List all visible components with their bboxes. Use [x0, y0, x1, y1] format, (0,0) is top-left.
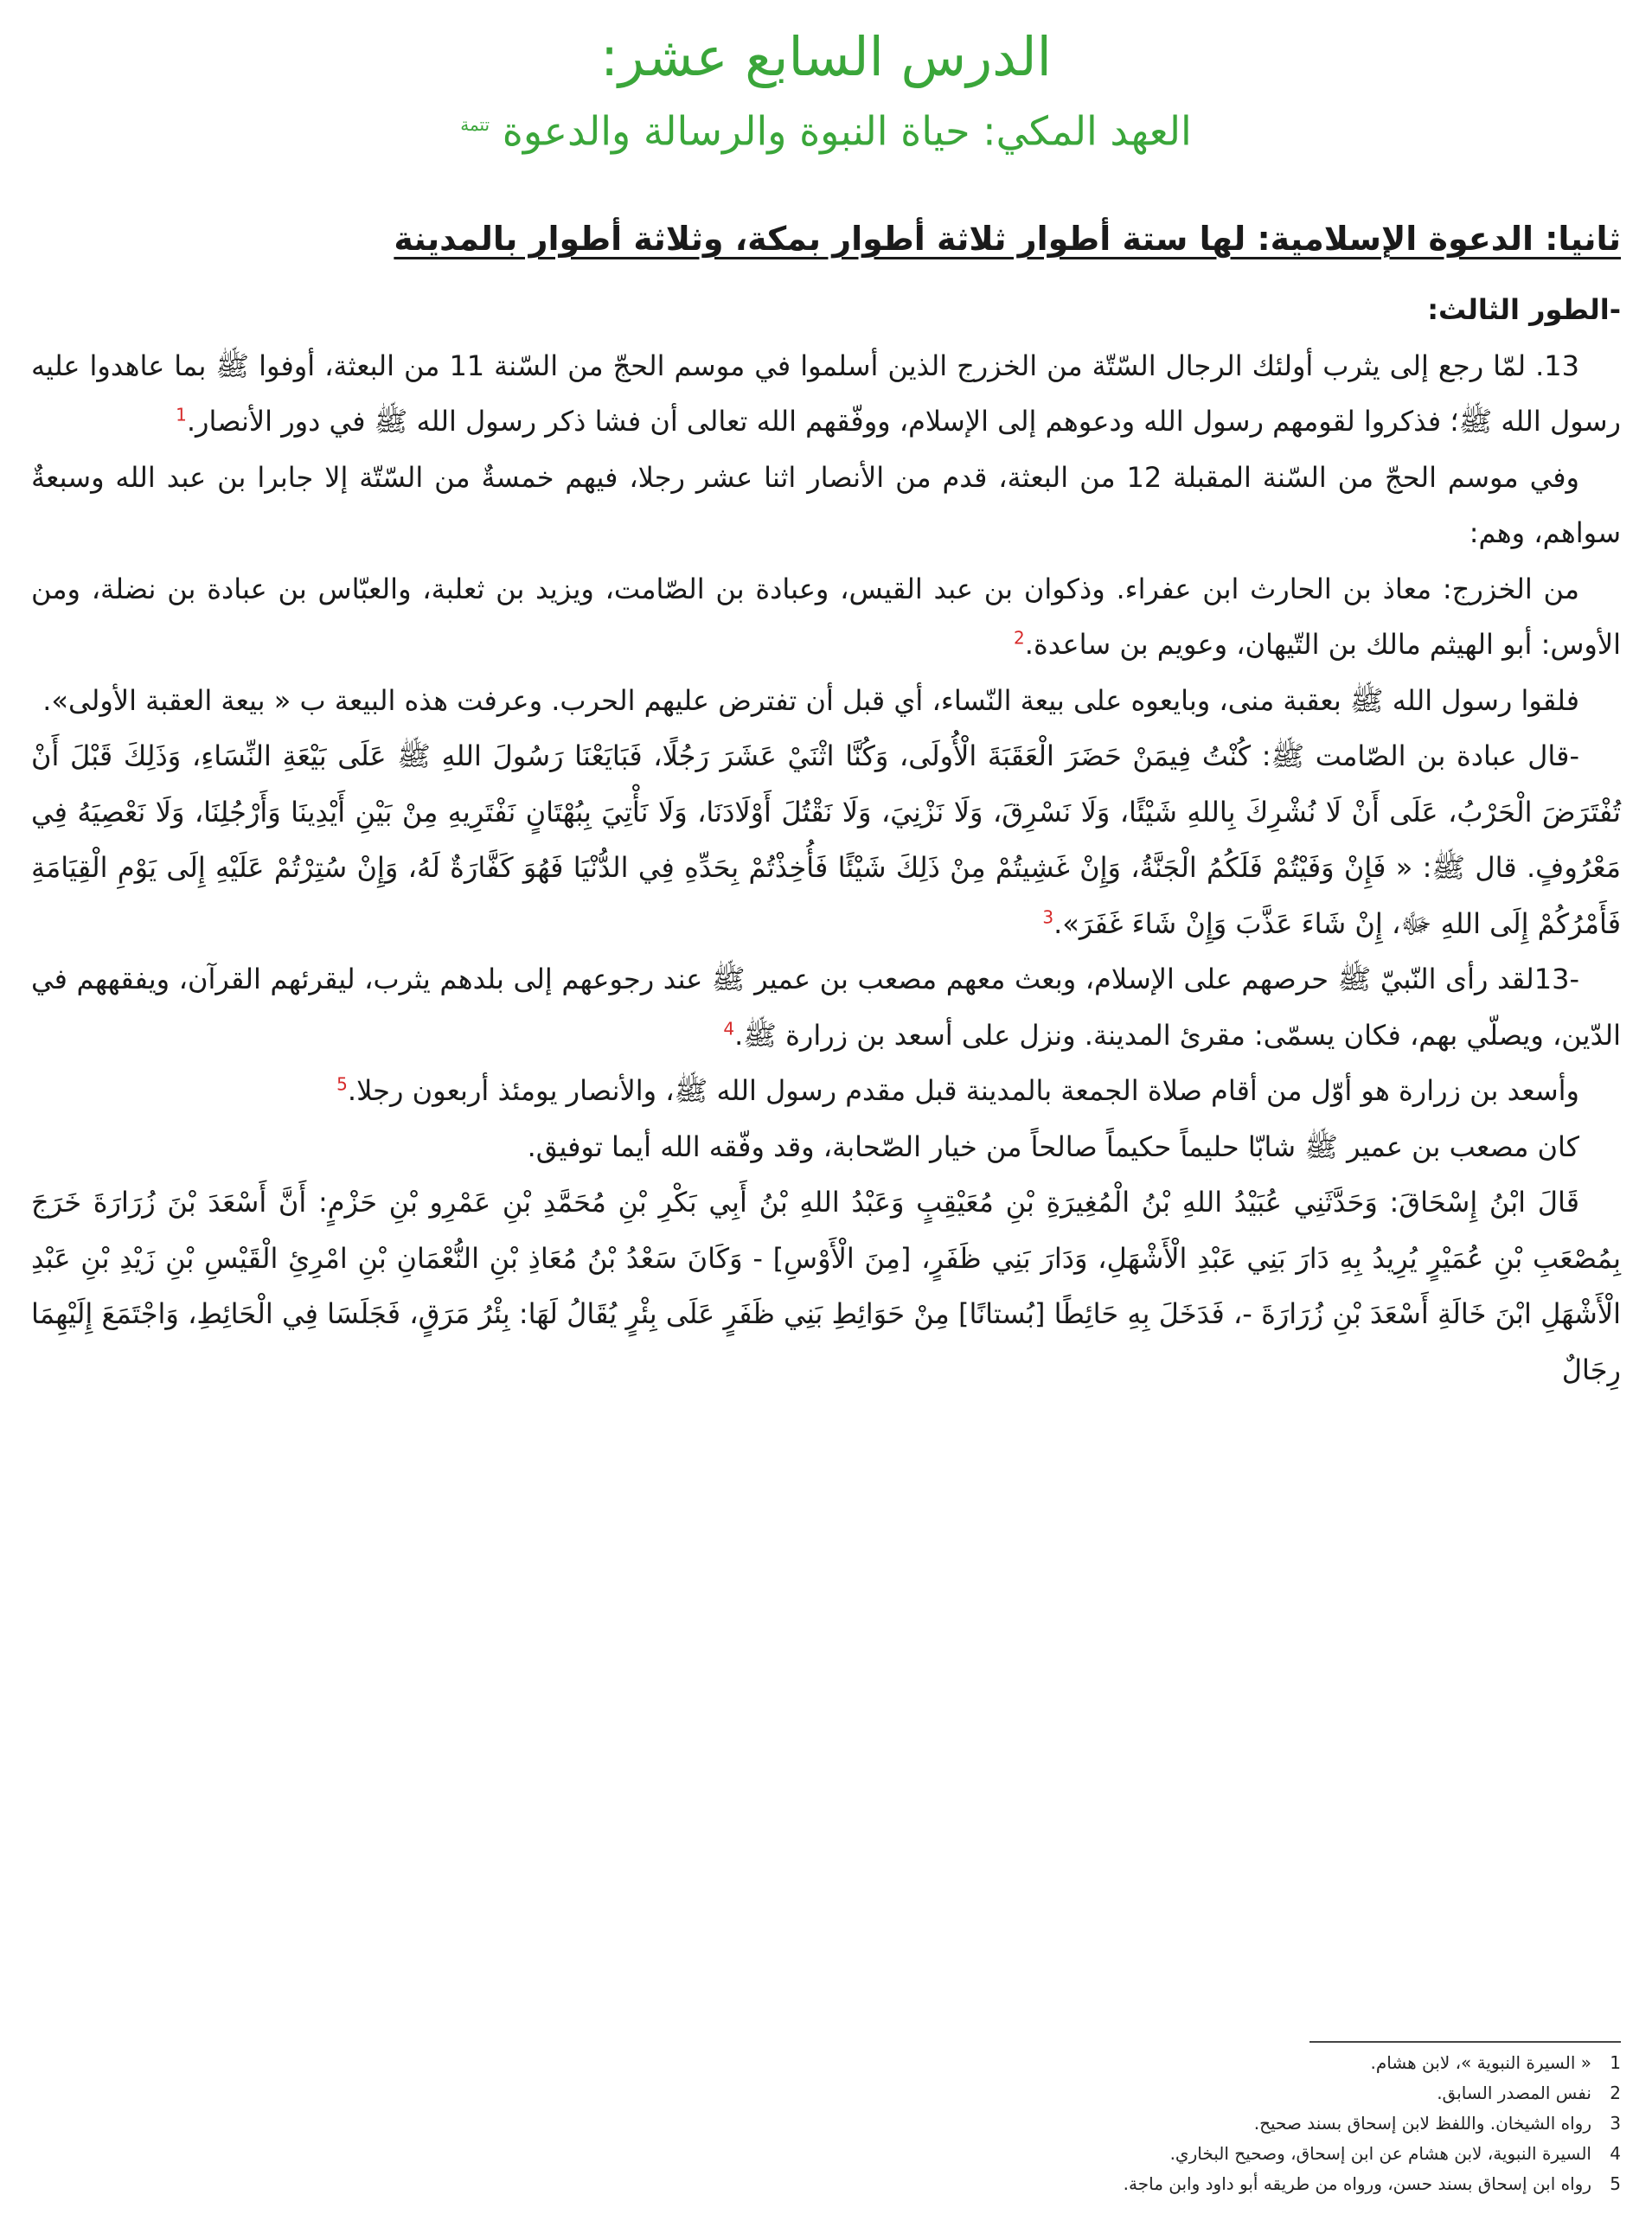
footnote-number: 5 — [1610, 2173, 1621, 2194]
paragraph-text: -13لقد رأى النّبيّ ﷺ حرصهم على الإسلام، وبعث معهم مصعب بن عمير ﷺ عند رجوعهم إلى بلدهم يثرب، ليقرئهم القرآن، ويفقههم في الدّين، ويصلّي بهم، فكان يسمّى: مقرئ المدينة. ونزل على أسعد بن زرارة ﷺ. — [31, 963, 1621, 1052]
subtitle-text: العهد المكي: حياة النبوة والرسالة والدعوة — [502, 107, 1192, 155]
footnote-number: 3 — [1610, 2113, 1621, 2134]
footnote-marker[interactable]: 5 — [336, 1073, 348, 1095]
paragraph-text: من الخزرج: معاذ بن الحارث ابن عفراء. وذكوان بن عبد القيس، وعبادة بن الصّامت، ويزيد بن ثعلبة، والعبّاس بن عبادة بن نضلة، ومن الأوس: أبو الهيثم مالك بن التّيهان، وعويم بن ساعدة. — [31, 572, 1621, 661]
lesson-body — [31, 282, 1621, 1398]
footnote-text: رواه الشيخان. واللفظ لابن إسحاق بسند صحيح. — [1253, 2113, 1591, 2134]
lesson-title: الدرس السابع عشر: — [600, 25, 1052, 88]
paragraph — [31, 673, 1621, 729]
footnote-item — [31, 2169, 1621, 2199]
footnote-number: 4 — [1610, 2143, 1621, 2164]
footnote-text: السيرة النبوية، لابن هشام عن ابن إسحاق، وصحيح البخاري. — [1169, 2143, 1591, 2164]
stage-subheading: -الطور الثالث: — [1427, 293, 1621, 326]
paragraph — [31, 561, 1621, 673]
footnote-text: « السيرة النبوية »، لابن هشام. — [1370, 2052, 1591, 2073]
paragraph-text: قَالَ ابْنُ إِسْحَاقَ: وَحَدَّثَنِي عُبَيْدُ اللهِ بْنُ الْمُغِيرَةِ بْنِ مُعَيْقِبٍ وَعَبْدُ اللهِ بْنُ أَبِي بَكْرِ بْنِ مُحَمَّدِ بْنِ عَمْرِو بْنِ حَزْمٍ: أَنَّ أَسْعَدَ بْنَ زُرَارَةَ خَرَجَ بِمُصْعَبِ بْنِ عُمَيْرٍ يُرِيدُ بِهِ دَارَ بَنِي عَبْدِ الْأَشْهَلِ، وَدَارَ بَنِي ظَفَرٍ، [مِنَ الْأَوْسِ] - وَكَانَ سَعْدُ بْنُ مُعَاذِ بْنِ النُّعْمَانِ بْنِ امْرِئِ الْقَيْسِ بْنِ زَيْدِ بْنِ عَبْدِ الْأَشْهَلِ ابْنَ خَالَةِ أَسْعَدَ بْنِ زُرَارَةَ -، فَدَخَلَ بِهِ حَائِطًا [بُستانًا] مِنْ حَوَائِطِ بَنِي ظَفَرٍ عَلَى بِئْرٍ يُقَالُ لَهَا: بِئْرُ مَرَقٍ، فَجَلَسَا فِي الْحَائِطِ، وَاجْتَمَعَ إِلَيْهِمَا رِجَالٌ — [31, 1186, 1621, 1386]
footnote-item — [31, 2048, 1621, 2078]
footnote-text: نفس المصدر السابق. — [1437, 2083, 1591, 2103]
footnote-divider — [1309, 2041, 1621, 2043]
footnote-marker[interactable]: 2 — [1014, 627, 1025, 649]
subtitle-note: تتمة — [460, 114, 490, 135]
paragraph — [31, 951, 1621, 1063]
paragraph — [31, 1119, 1621, 1175]
footnote-item — [31, 2139, 1621, 2169]
paragraph — [31, 338, 1621, 450]
footnote-text: رواه ابن إسحاق بسند حسن، ورواه من طريقه أبو داود وابن ماجة. — [1123, 2173, 1591, 2194]
footnote-marker[interactable]: 1 — [176, 404, 187, 426]
paragraph — [31, 1063, 1621, 1119]
footnotes — [31, 2048, 1621, 2199]
section-heading — [31, 214, 1621, 263]
hadith-paragraph — [31, 728, 1621, 951]
footnote-number: 2 — [1610, 2083, 1621, 2103]
paragraph-text: -قال عبادة بن الصّامت ﷺ: كُنْتُ فِيمَنْ حَضَرَ الْعَقَبَةَ الْأُولَى، وَكُنَّا اثْنَيْ عَشَرَ رَجُلًا، فَبَايَعْنَا رَسُولَ اللهِ ﷺ عَلَى بَيْعَةِ النِّسَاءِ، وَذَلِكَ قَبْلَ أَنْ تُفْتَرَضَ الْحَرْبُ، عَلَى أَنْ لَا نُشْرِكَ بِاللهِ شَيْئًا، وَلَا نَسْرِقَ، وَلَا نَزْنِيَ، وَلَا نَقْتُلَ أَوْلَادَنَا، وَلَا نَأْتِيَ بِبُهْتَانٍ نَفْتَرِيهِ مِنْ بَيْنِ أَيْدِينَا وَأَرْجُلِنَا، وَلَا نَعْصِيَهُ فِي مَعْرُوفٍ. قال ﷺ: « فَإِنْ وَفَيْتُمْ فَلَكُمُ الْجَنَّةُ، وَإِنْ غَشِيتُمْ مِنْ ذَلِكَ شَيْئًا فَأُخِذْتُمْ بِحَدِّهِ فِي الدُّنْيَا فَهُوَ كَفَّارَةٌ لَهُ، وَإِنْ سُتِرْتُمْ عَلَيْهِ إِلَى يَوْمِ الْقِيَامَةِ فَأَمْرُكُمْ إِلَى اللهِ ﷻ، إِنْ شَاءَ عَذَّبَ وَإِنْ شَاءَ غَفَرَ». — [31, 739, 1621, 940]
paragraph — [31, 450, 1621, 561]
paragraph-text: فلقوا رسول الله ﷺ بعقبة منى، وبايعوه على بيعة النّساء، أي قبل أن تفترض عليهم الحرب. وعرفت هذه البيعة ب « بيعة العقبة الأولى». — [42, 683, 1579, 717]
lesson-subtitle — [0, 97, 1652, 158]
footnote-marker[interactable]: 3 — [1042, 905, 1054, 927]
footnote-item — [31, 2078, 1621, 2108]
section-heading-text: ثانيا: الدعوة الإسلامية: لها ستة أطوار ثلاثة أطوار بمكة، وثلاثة أطوار بالمدينة — [394, 220, 1621, 258]
paragraph-text: كان مصعب بن عمير ﷺ شابّا حليماً حكيماً صالحاً من خيار الصّحابة، وقد وفّقه الله أيما توفيق. — [527, 1129, 1579, 1163]
footnote-marker[interactable]: 4 — [723, 1017, 735, 1039]
narration-paragraph — [31, 1174, 1621, 1398]
paragraph-text: وفي موسم الحجّ من السّنة المقبلة 12 من البعثة، قدم من الأنصار اثنا عشر رجلا، فيهم خمسةٌ من السّتّة إلا جابرا بن عبد الله وسبعةٌ سواهم، وهم: — [31, 460, 1621, 549]
footnote-number: 1 — [1610, 2052, 1621, 2073]
paragraph-text: وأسعد بن زرارة هو أوّل من أقام صلاة الجمعة بالمدينة قبل مقدم رسول الله ﷺ، والأنصار يومئذ أربعون رجلا. — [347, 1074, 1579, 1107]
paragraph-text: 13. لمّا رجع إلى يثرب أولئك الرجال السّتّة من الخزرج الذين أسلموا في موسم الحجّ من السّنة 11 من البعثة، أوفوا ﷺ بما عاهدوا عليه رسول الله ﷺ؛ فذكروا لقومهم رسول الله ودعوهم إلى الإسلام، ووفّقهم الله تعالى أن فشا ذكر رسول الله ﷺ في دور الأنصار. — [31, 349, 1621, 438]
footnote-item — [31, 2108, 1621, 2139]
